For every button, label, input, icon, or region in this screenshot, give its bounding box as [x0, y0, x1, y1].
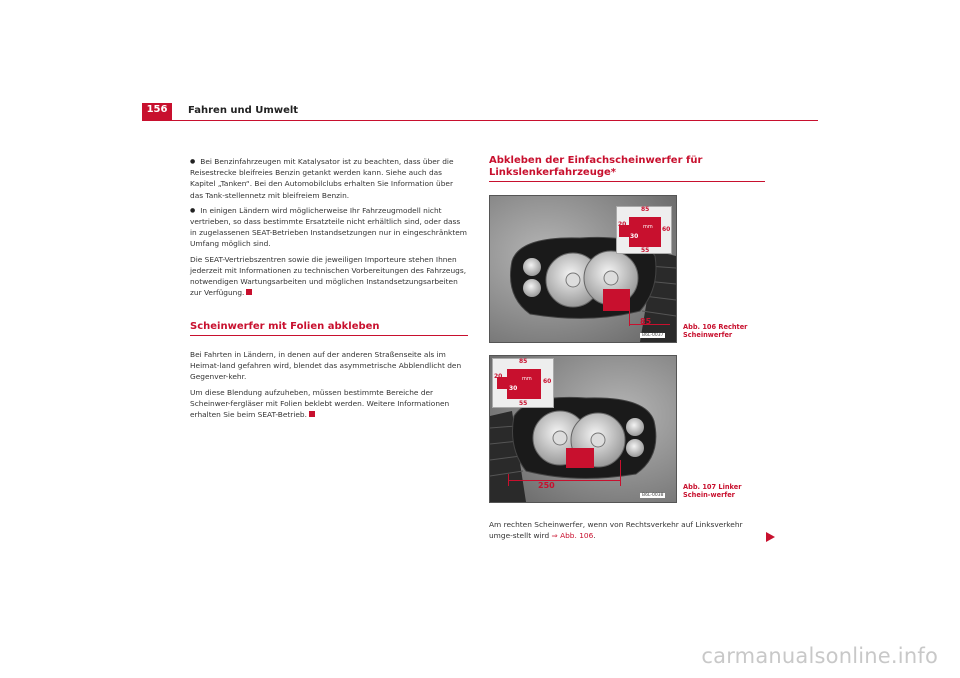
paragraph-text: Die SEAT-Vertriebszentren sowie die jeweiligen Importeure stehen Ihnen jederzeit mit Informationen zu technischen Vorbereitungen des Fahrzeugs, notwendigen Wartungsarbeiten und möglichen Instandsetzungsarbeiten zur Verfügung. [190, 254, 467, 298]
page-number: 156 [146, 104, 168, 115]
paragraph-end: . [593, 531, 596, 541]
unit-label: mm [522, 376, 532, 382]
section-title: Scheinwerfer mit Folien abkleben [190, 321, 380, 332]
dim-label: 20 [494, 373, 503, 380]
dim-label: 30 [630, 233, 639, 240]
dim-label: 60 [543, 378, 552, 385]
paragraph [190, 254, 468, 299]
paragraph [190, 349, 468, 383]
end-mark-icon [309, 411, 315, 417]
paragraph-text: Um diese Blendung aufzuheben, müssen bestimmte Bereiche der Scheinwer-fergläser mit Folien beklebt werden. Weitere Informationen erhalten Sie beim SEAT-Betrieb. [190, 387, 450, 420]
unit-label: mm [643, 224, 653, 230]
dim-label: 60 [662, 226, 671, 233]
figure-code: B6L-0038 [642, 493, 664, 498]
foil-marker [566, 448, 594, 468]
dim-label: 20 [618, 221, 627, 228]
dim-label: 30 [509, 385, 518, 392]
chapter-title: Fahren und Umwelt [188, 105, 299, 116]
bullet-item [190, 205, 468, 250]
section-title: Abkleben der Einfachscheinwerfer für Linkslenkerfahrzeuge* [489, 155, 703, 178]
dimension-diagram [492, 358, 554, 408]
left-column [190, 156, 468, 302]
end-mark-icon [246, 289, 252, 295]
offset-guide [508, 480, 620, 481]
foil-area [629, 217, 661, 247]
paragraph-text: Bei Fahrten in Ländern, in denen auf der anderen Straßenseite als im Heimat-land gefahren wird, blendet das asymmetrische Abblendlicht den Gegenver-kehr. [190, 350, 462, 382]
offset-guide [508, 474, 509, 486]
offset-label: 85 [640, 317, 652, 326]
offset-guide [629, 294, 630, 326]
bullet-text: Bei Benzinfahrzeugen mit Katalysator ist zu beachten, dass über die Reisestrecke bleifreies Benzin getankt werden kann. Siehe auch das Kapitel „Tanken“. Bei den Automobilclubs erhalten Sie Information über das Tank-stellennetz mit bleifreiem Benzin. [190, 157, 454, 200]
offset-label: 250 [538, 481, 555, 490]
next-page-arrow-icon[interactable] [766, 532, 775, 542]
dim-label: 55 [519, 400, 528, 407]
bullet-item [190, 156, 468, 201]
foil-marker [603, 289, 630, 311]
figure-caption: Abb. 106 Rechter Scheinwerfer [683, 323, 748, 339]
section-rule [190, 335, 468, 336]
arrow-icon: ⇒ [551, 531, 558, 541]
left-column-section [190, 349, 468, 424]
figure-caption: Abb. 107 Linker Schein-werfer [683, 483, 742, 499]
figure-link[interactable]: Abb. 106 [560, 531, 594, 541]
dimension-diagram [616, 206, 672, 254]
right-paragraph [489, 519, 765, 541]
dim-label: 85 [641, 206, 650, 213]
figure-left-headlight [489, 355, 677, 503]
offset-guide [620, 460, 621, 486]
dim-label: 85 [519, 358, 528, 365]
foil-area [507, 369, 541, 399]
figure-code: B6L-0037 [642, 333, 664, 338]
paragraph-text: Am rechten Scheinwerfer, wenn von Rechtsverkehr auf Linksverkehr umge-stellt wird [489, 520, 743, 541]
paragraph [190, 387, 468, 421]
section-rule [489, 181, 765, 182]
dim-label: 55 [641, 247, 650, 254]
watermark: carmanualsonline.info [701, 644, 938, 668]
figure-right-headlight [489, 195, 677, 343]
header-rule [142, 120, 818, 121]
bullet-text: In einigen Ländern wird möglicherweise Ihr Fahrzeugmodell nicht vertrieben, so dass bestimmte Ersatzteile nicht erhältlich sind, oder dass in zugelassenen SEAT-Betrieben Instandsetzungen nur in eingeschränktem Umfang möglich sind. [190, 205, 467, 249]
